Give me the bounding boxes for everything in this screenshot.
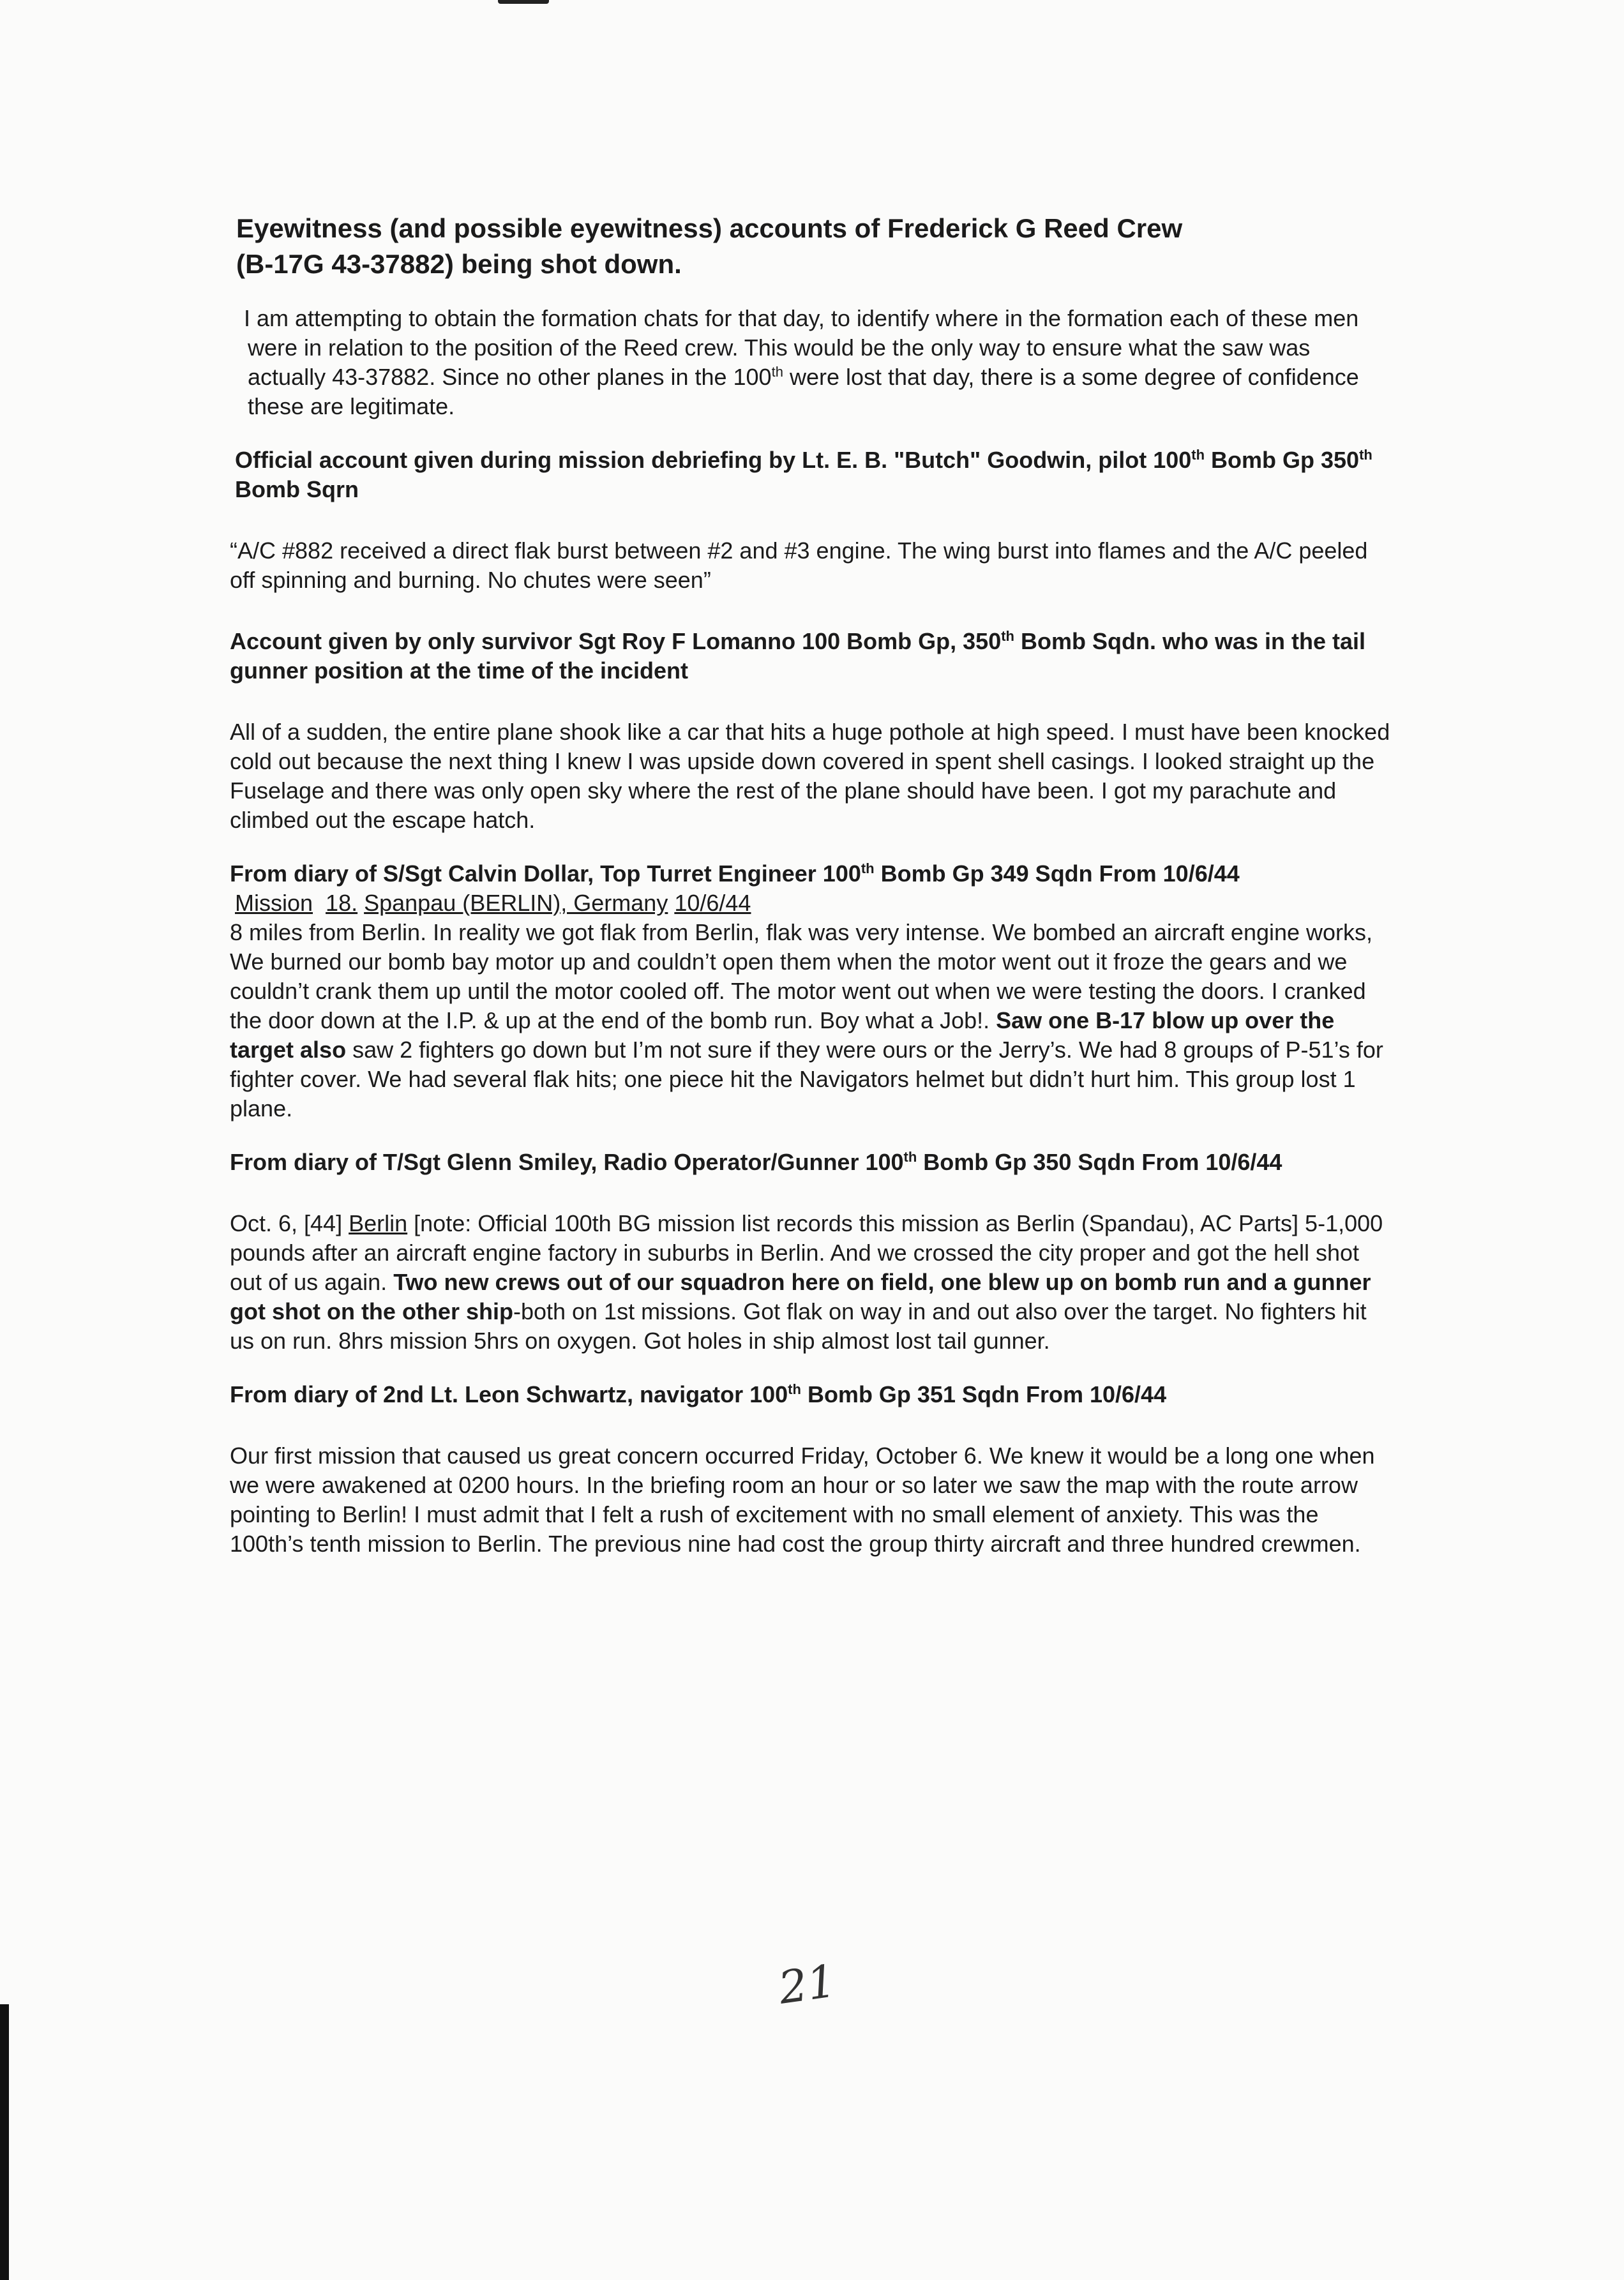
smiley-heading	[230, 1148, 1392, 1177]
lomanno-sup: th	[1001, 628, 1014, 644]
schwartz-sup: th	[788, 1381, 801, 1397]
handwritten-page-number: 21	[775, 1954, 839, 2014]
dollar-body-bold: Saw one B-17 blow up over the target also	[230, 1007, 1335, 1063]
lomanno-heading-a: Account given by only survivor Sgt Roy F Lomanno 100 Bomb Gp, 350	[230, 628, 1002, 654]
dollar-heading	[230, 859, 1392, 889]
scan-edge-shadow	[0, 2004, 9, 2280]
smiley-body-bold: Two new crews out of our squadron here on field, one blew up on bomb run and a gunner got shot on the other ship	[230, 1269, 1371, 1324]
document-body	[230, 211, 1392, 1559]
smiley-diary-entry	[230, 1209, 1392, 1356]
schwartz-diary-entry: Our first mission that caused us great concern occurred Friday, October 6. We knew it would be a long one when we were awakened at 0200 hours. In the briefing room an hour or so later we saw the map with the route arrow pointing to Berlin! I must admit that I felt a rush of excitement with no small element of anxiety. This was the 100th’s tenth mission to Berlin. The previous nine had cost the group thirty aircraft and three hundred crewmen.	[230, 1443, 1375, 1557]
intro-text-b: were lost that day, there is a some degree of confidence these are legitimate.	[248, 364, 1359, 419]
schwartz-heading-a: From diary of 2nd Lt. Leon Schwartz, navigator 100	[230, 1381, 788, 1407]
schwartz-heading	[230, 1380, 1392, 1409]
intro-paragraph	[230, 304, 1392, 421]
dollar-sup: th	[861, 860, 875, 876]
title-line-2: (B-17G 43-37882) being shot down.	[236, 249, 682, 279]
intro-text-a: I am attempting to obtain the formation chats for that day, to identify where in the formation each of these men were in relation to the position of the Reed crew. This would be the only way to ensure what the saw was actually 43-37882. Since no other planes in the 100	[244, 305, 1359, 390]
goodwin-heading-c: Bomb Sqrn	[235, 476, 359, 502]
smiley-heading-b: Bomb Gp 350 Sqdn From 10/6/44	[917, 1149, 1282, 1175]
smiley-body-b: [note: Official 100th BG mission list records this mission as Berlin (Spandau), AC Parts] 5-1,000 pounds after an aircraft engine factory in suburbs in Berlin. And we crossed the city proper and got the hell shot out of us again.	[230, 1210, 1383, 1295]
dollar-heading-a: From diary of S/Sgt Calvin Dollar, Top Turret Engineer 100	[230, 860, 861, 887]
title-line-1: Eyewitness (and possible eyewitness) accounts of Frederick G Reed Crew	[236, 213, 1183, 243]
dollar-body-a: 8 miles from Berlin. In reality we got flak from Berlin, flak was very intense. We bombed an aircraft engine works, We burned our bomb bay motor up and couldn’t open them when the motor went out it froze the gears and we couldn’t crank them up until the motor cooled off. The motor went out when we were testing the doors. I cranked the door down at the I.P. & up at the end of the bomb run. Boy what a Job!.	[230, 919, 1373, 1033]
dollar-mission-date: 10/6/44	[674, 890, 751, 916]
goodwin-account: “A/C #882 received a direct flak burst between #2 and #3 engine. The wing burst into flames and the A/C peeled off spinning and burning. No chutes were seen”	[230, 537, 1368, 593]
goodwin-sup-2: th	[1359, 447, 1372, 463]
dollar-diary-entry	[230, 918, 1392, 1123]
lomanno-heading-b: Bomb Sqdn. who was in the tail gunner position at the time of the incident	[230, 628, 1366, 684]
goodwin-heading-a: Official account given during mission debriefing by Lt. E. B. "Butch" Goodwin, pilot 100	[235, 447, 1192, 473]
schwartz-heading-b: Bomb Gp 351 Sqdn From 10/6/44	[801, 1381, 1167, 1407]
dollar-body-b: saw 2 fighters go down but I’m not sure if they were ours or the Jerry’s. We had 8 groups of P-51’s for fighter cover. We had several flak hits; one piece hit the Navigators helmet but didn’t hurt him. This group lost 1 plane.	[230, 1037, 1383, 1121]
lomanno-account: All of a sudden, the entire plane shook like a car that hits a huge pothole at high speed. I must have been knocked cold out because the next thing I knew I was upside down covered in spent shell casings. I looked straight up the Fuselage and there was only open sky where the rest of the plane should have been. I got my parachute and climbed out the escape hatch.	[230, 719, 1390, 833]
dollar-mission-place: Spanpau (BERLIN), Germany	[364, 890, 668, 916]
goodwin-heading	[230, 446, 1392, 504]
goodwin-sup-1: th	[1191, 447, 1205, 463]
dollar-mission-line	[230, 889, 1392, 918]
dollar-heading-b: Bomb Gp 349 Sqdn From 10/6/44	[874, 860, 1240, 887]
smiley-heading-a: From diary of T/Sgt Glenn Smiley, Radio Operator/Gunner 100	[230, 1149, 904, 1175]
smiley-sup: th	[903, 1149, 917, 1165]
dollar-mission-word: Mission	[235, 890, 313, 916]
smiley-body-berlin: Berlin	[349, 1210, 408, 1236]
scan-artifact-mark	[498, 0, 549, 4]
document-title	[236, 211, 1392, 282]
intro-sup: th	[771, 364, 783, 380]
lomanno-heading	[230, 627, 1392, 686]
smiley-body-c: -both on 1st missions. Got flak on way in and out also over the target. No fighters hit us on run. 8hrs mission 5hrs on oxygen. Got holes in ship almost lost tail gunner.	[230, 1298, 1367, 1354]
smiley-body-a: Oct. 6, [44]	[230, 1210, 349, 1236]
goodwin-heading-b: Bomb Gp 350	[1205, 447, 1360, 473]
dollar-mission-number: 18.	[326, 890, 358, 916]
